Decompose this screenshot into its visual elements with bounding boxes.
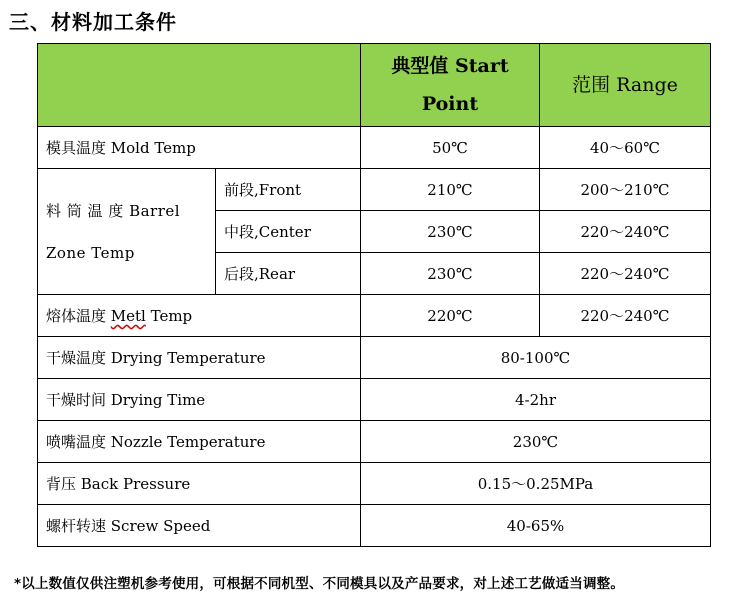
misspelled-word: Metl xyxy=(110,307,146,325)
melt-temp-label-prefix: 熔体温度 xyxy=(46,307,111,325)
table-row xyxy=(38,169,711,211)
table-row xyxy=(38,379,711,421)
processing-conditions-table xyxy=(37,43,711,547)
table-row xyxy=(38,295,711,337)
nozzle-temp-value: 230℃ xyxy=(361,421,711,463)
mold-temp-value: 50℃ xyxy=(361,127,540,169)
barrel-center-range: 220～240℃ xyxy=(540,211,711,253)
melt-temp-range: 220～240℃ xyxy=(540,295,711,337)
footnote: *以上数值仅供注塑机参考使用，可根据不同机型、不同模具以及产品要求，对上述工艺做适当调整。 xyxy=(14,576,625,592)
barrel-front-label: 前段,Front xyxy=(216,169,361,211)
drying-time-value: 4-2hr xyxy=(361,379,711,421)
table-row xyxy=(38,421,711,463)
table-row xyxy=(38,505,711,547)
header-blank-cell xyxy=(38,44,361,127)
table-header-row xyxy=(38,44,711,127)
mold-temp-label: 模具温度 Mold Temp xyxy=(38,127,361,169)
barrel-front-value: 210℃ xyxy=(361,169,540,211)
melt-temp-label-suffix: Temp xyxy=(145,307,193,325)
barrel-rear-range: 220～240℃ xyxy=(540,253,711,295)
melt-temp-value: 220℃ xyxy=(361,295,540,337)
drying-temp-value: 80-100℃ xyxy=(361,337,711,379)
barrel-front-range: 200～210℃ xyxy=(540,169,711,211)
barrel-rear-label: 后段,Rear xyxy=(216,253,361,295)
back-pressure-value: 0.15～0.25MPa xyxy=(361,463,711,505)
barrel-rear-value: 230℃ xyxy=(361,253,540,295)
back-pressure-label: 背压 Back Pressure xyxy=(38,463,361,505)
barrel-center-value: 230℃ xyxy=(361,211,540,253)
drying-temp-label: 干燥温度 Drying Temperature xyxy=(38,337,361,379)
barrel-zone-temp-label: 料 筒 温 度 Barrel Zone Temp xyxy=(38,169,216,295)
table-row xyxy=(38,463,711,505)
header-range: 范围 Range xyxy=(540,44,711,127)
table-row xyxy=(38,337,711,379)
header-start-point: 典型值 Start Point xyxy=(361,44,540,127)
screw-speed-label: 螺杆转速 Screw Speed xyxy=(38,505,361,547)
barrel-center-label: 中段,Center xyxy=(216,211,361,253)
mold-temp-range: 40～60℃ xyxy=(540,127,711,169)
table-row xyxy=(38,127,711,169)
drying-time-label: 干燥时间 Drying Time xyxy=(38,379,361,421)
screw-speed-value: 40-65% xyxy=(361,505,711,547)
nozzle-temp-label: 喷嘴温度 Nozzle Temperature xyxy=(38,421,361,463)
section-heading: 三、材料加工条件 xyxy=(9,10,177,34)
melt-temp-label xyxy=(38,295,361,337)
